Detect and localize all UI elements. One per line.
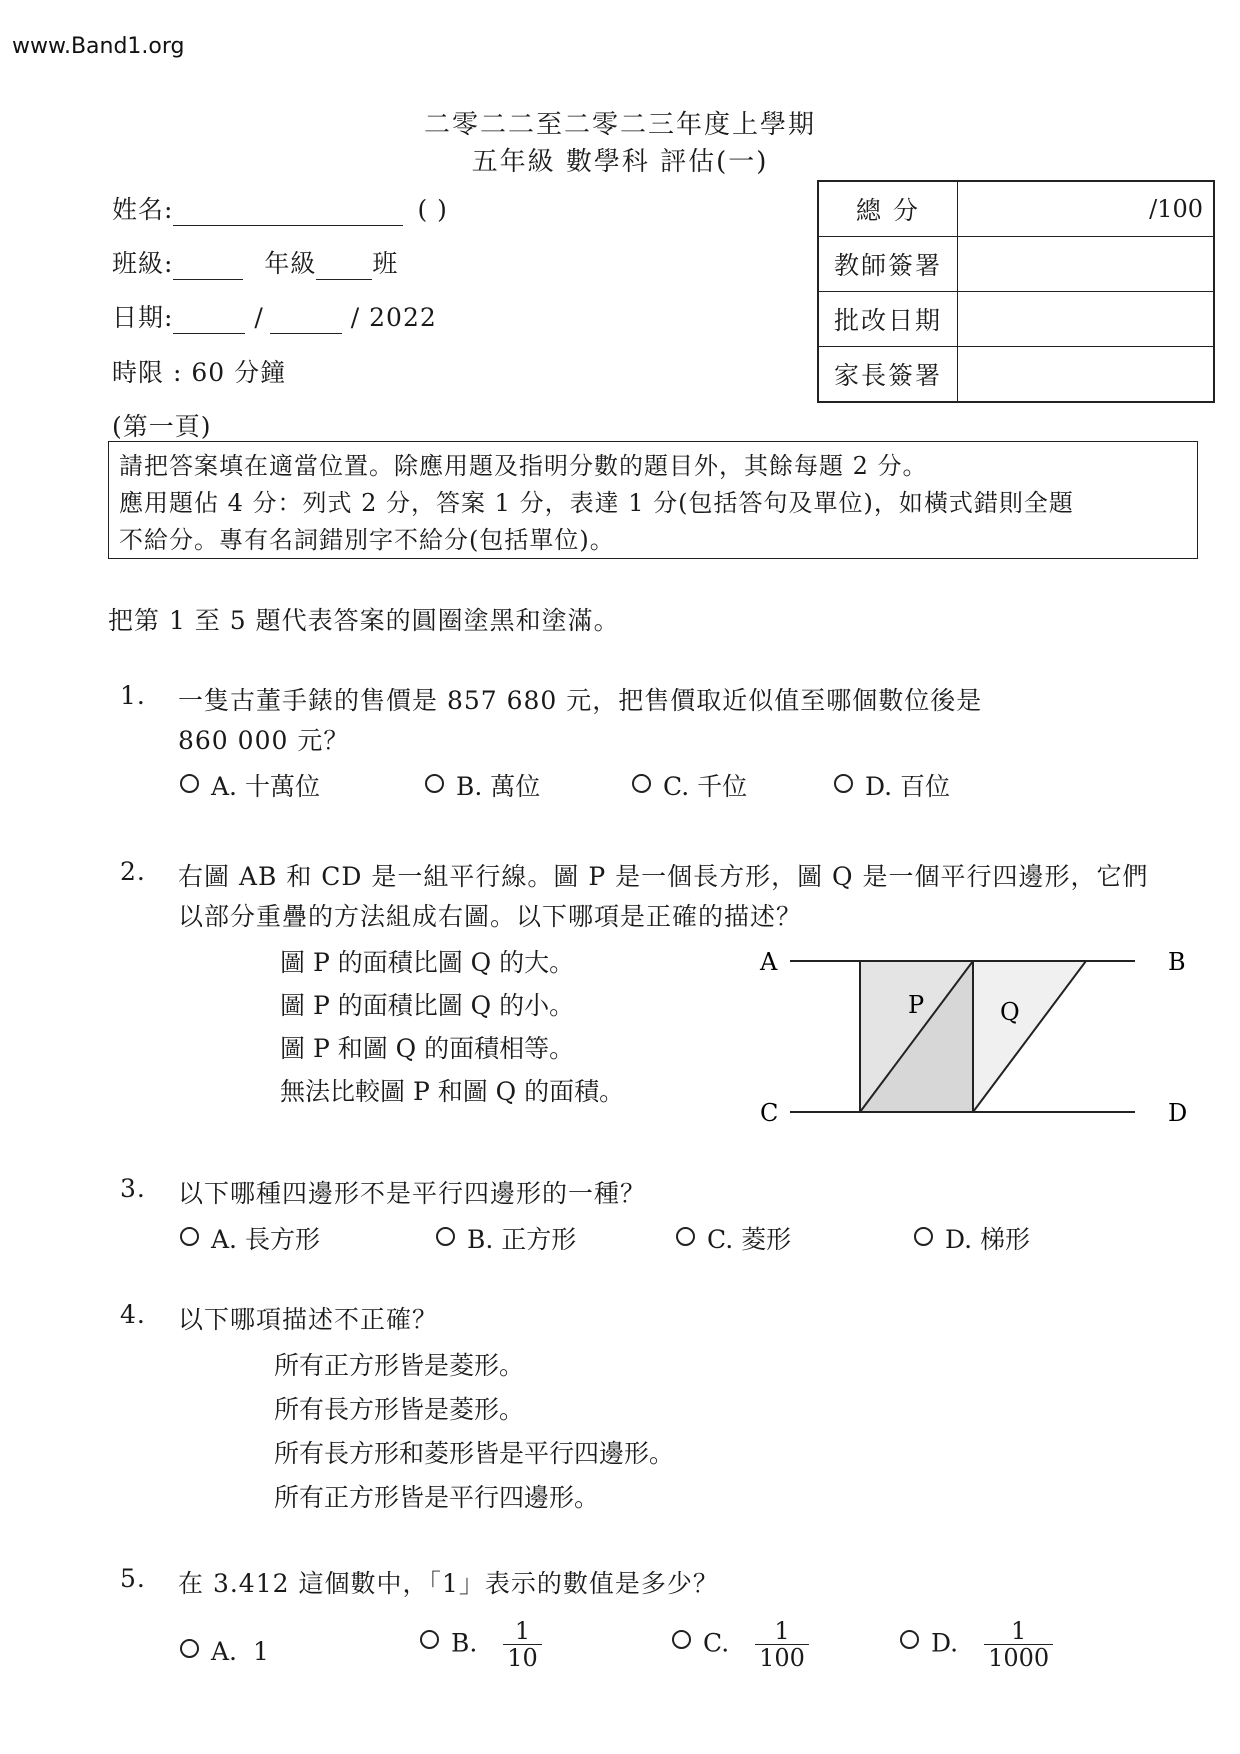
fraction: $\frac{1}{10}$ — [503, 1618, 542, 1672]
answer-circle[interactable] — [420, 1630, 439, 1649]
q5-option-c[interactable]: C. $\frac{1}{100}$ — [672, 1618, 809, 1672]
marking-date-field[interactable] — [958, 292, 1215, 347]
score-table — [817, 180, 1215, 403]
answer-circle[interactable] — [425, 774, 444, 793]
q1-text: 一隻古董手錶的售價是 857 680 元，把售價取近似值至哪個數位後是 — [178, 686, 983, 715]
q4-option-b[interactable]: 所有長方形皆是菱形。 — [274, 1395, 525, 1424]
answer-circle[interactable] — [180, 1227, 199, 1246]
answer-circle[interactable] — [672, 1630, 691, 1649]
q2-option-d[interactable]: 無法比較圖 P 和圖 Q 的面積。 — [280, 1077, 625, 1106]
date-month-blank[interactable] — [270, 307, 342, 334]
date-day-blank[interactable] — [173, 307, 245, 334]
teacher-signature-field[interactable] — [958, 237, 1215, 292]
class-field: 班級: 年級 班 — [112, 249, 399, 278]
q1-option-b[interactable]: B. 萬位 — [425, 767, 540, 803]
instruction-line: 應用題佔 4 分：列式 2 分，答案 1 分，表達 1 分(包括答句及單位)，如橫式錯則全題 — [119, 489, 1074, 517]
answer-circle[interactable] — [834, 774, 853, 793]
label-d: D — [1168, 1099, 1188, 1127]
parent-signature-field[interactable] — [958, 347, 1215, 403]
q2-number: 2. — [120, 857, 146, 886]
teacher-signature-label: 教師簽署 — [818, 237, 958, 292]
instruction-line: 請把答案填在適當位置。除應用題及指明分數的題目外，其餘每題 2 分。 — [119, 452, 928, 480]
q3-text: 以下哪種四邊形不是平行四邊形的一種？ — [178, 1179, 647, 1208]
q3-option-c[interactable]: C. 菱形 — [676, 1220, 791, 1256]
label-b: B — [1168, 948, 1186, 976]
instruction-line: 不給分。專有名詞錯別字不給分(包括單位)。 — [119, 526, 615, 554]
q1-option-d[interactable]: D. 百位 — [834, 767, 950, 803]
score-row-teacher — [818, 237, 1214, 292]
date-field: 日期: / / 2022 — [112, 303, 437, 332]
q3-option-b[interactable]: B. 正方形 — [436, 1220, 576, 1256]
label-c: C — [760, 1099, 779, 1127]
q4-option-a[interactable]: 所有正方形皆是菱形。 — [274, 1351, 525, 1380]
label-p: P — [908, 991, 925, 1019]
score-row-total — [818, 181, 1214, 237]
label-q: Q — [1000, 998, 1020, 1026]
instructions-box — [108, 441, 1198, 559]
exam-subject-title: 五年級 數學科 評估(一) — [471, 147, 769, 177]
fraction: $\frac{1}{1000}$ — [984, 1618, 1053, 1672]
q2-text: 右圖 AB 和 CD 是一組平行線。圖 P 是一個長方形，圖 Q 是一個平行四邊形，它們 — [178, 862, 1149, 891]
q4-text: 以下哪項描述不正確？ — [178, 1305, 439, 1334]
label-a: A — [760, 948, 778, 976]
q2-text-cont: 以部分重疊的方法組成右圖。以下哪項是正確的描述？ — [178, 902, 803, 931]
answer-circle[interactable] — [436, 1227, 455, 1246]
answer-circle[interactable] — [632, 774, 651, 793]
page-label: (第一頁) — [112, 412, 212, 441]
answer-circle[interactable] — [676, 1227, 695, 1246]
q1-number: 1. — [120, 681, 146, 710]
parent-signature-label: 家長簽署 — [818, 347, 958, 403]
answer-circle[interactable] — [900, 1630, 919, 1649]
exam-term-title: 二零二二至二零二三年度上學期 — [423, 110, 816, 140]
q5-text: 在 3.412 這個數中，「1」表示的數值是多少？ — [178, 1569, 719, 1598]
q4-option-c[interactable]: 所有長方形和菱形皆是平行四邊形。 — [274, 1439, 675, 1468]
q2-option-c[interactable]: 圖 P 和圖 Q 的面積相等。 — [280, 1034, 575, 1063]
q3-option-a[interactable]: A. 長方形 — [180, 1220, 320, 1256]
answer-circle[interactable] — [180, 1639, 199, 1658]
name-blank[interactable] — [173, 199, 403, 226]
total-score-value[interactable]: /100 — [958, 181, 1215, 237]
grade-blank[interactable] — [173, 253, 243, 280]
fraction: $\frac{1}{100}$ — [755, 1618, 809, 1672]
time-limit: 時限 : 60 分鐘 — [112, 358, 287, 387]
site-watermark: www.Band1.org — [12, 34, 185, 59]
q3-number: 3. — [120, 1174, 146, 1203]
answer-circle[interactable] — [914, 1227, 933, 1246]
class-blank[interactable] — [316, 253, 372, 280]
q1-option-c[interactable]: C. 千位 — [632, 767, 747, 803]
q5-option-a[interactable]: A. 1 — [180, 1637, 269, 1666]
q5-option-b[interactable]: B. $\frac{1}{10}$ — [420, 1618, 542, 1672]
q2-option-b[interactable]: 圖 P 的面積比圖 Q 的小。 — [280, 991, 575, 1020]
q3-option-d[interactable]: D. 梯形 — [914, 1220, 1030, 1256]
q4-number: 4. — [120, 1300, 146, 1329]
score-row-parent — [818, 347, 1214, 403]
q4-option-d[interactable]: 所有正方形皆是平行四邊形。 — [274, 1483, 600, 1512]
answer-circle[interactable] — [180, 774, 199, 793]
score-row-date — [818, 292, 1214, 347]
name-field: 姓名: ( ) — [112, 195, 448, 224]
q5-number: 5. — [120, 1564, 146, 1593]
parallel-lines-figure — [750, 940, 1210, 1130]
total-score-label: 總 分 — [818, 181, 958, 237]
q2-option-a[interactable]: 圖 P 的面積比圖 Q 的大。 — [280, 948, 575, 977]
marking-date-label: 批改日期 — [818, 292, 958, 347]
section-intro: 把第 1 至 5 題代表答案的圓圈塗黑和塗滿。 — [108, 606, 620, 635]
q5-option-d[interactable]: D. $\frac{1}{1000}$ — [900, 1618, 1053, 1672]
q1-option-a[interactable]: A. 十萬位 — [180, 767, 320, 803]
q1-text-cont: 860 000 元？ — [178, 726, 350, 755]
